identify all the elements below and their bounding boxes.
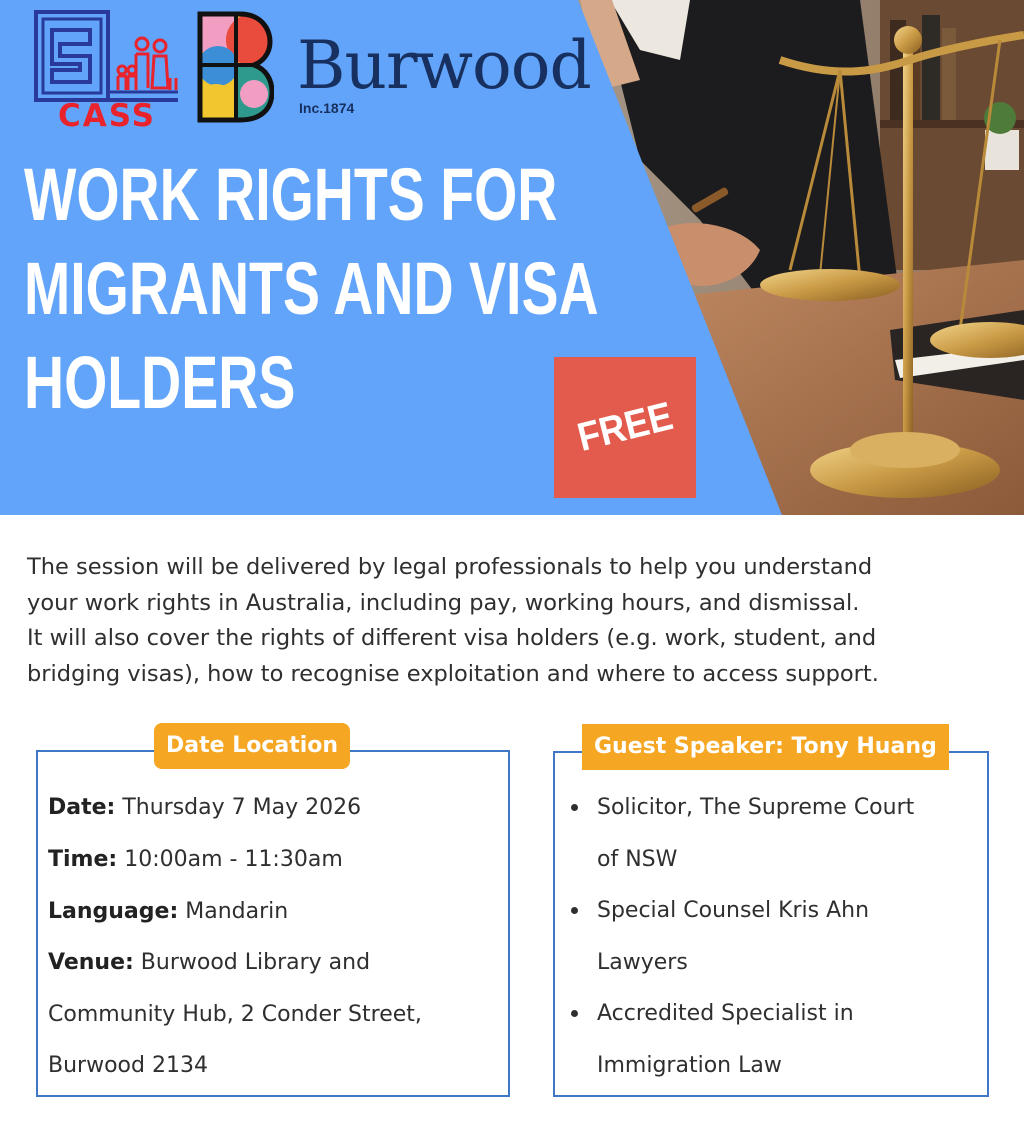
guest-speaker-heading: Guest Speaker: Tony Huang: [582, 724, 949, 770]
speaker-credential: [597, 988, 977, 1092]
venue-row: [48, 937, 370, 989]
free-badge: [554, 357, 696, 498]
title-line-2: MIGRANTS AND VISA: [24, 247, 599, 330]
credential-1-line-1: Solicitor, The Supreme Court: [597, 795, 915, 820]
venue-value-line-2: Community Hub, 2 Conder Street,: [48, 1002, 422, 1027]
credential-1-line-2: of NSW: [597, 847, 678, 872]
credential-3-line-2: Immigration Law: [597, 1053, 782, 1078]
burwood-logo-subtitle: Inc.1874: [299, 100, 355, 116]
burwood-logo-name: Burwood: [297, 27, 591, 104]
bullet-icon: [571, 907, 578, 914]
hero-banner: [0, 0, 1024, 515]
speaker-credential: [597, 782, 977, 886]
venue-label: Venue:: [48, 950, 134, 975]
free-badge-label: FREE: [572, 394, 677, 460]
language-row: [48, 886, 288, 938]
session-description: The session will be delivered by legal professionals to help you understand your work rights in Australia, including pay, working hours, and dismissal. It will also cover the rights of different visa holders (e.g. work, student, and bridging visas), how to recognise exploitation and where to access support.: [27, 554, 879, 687]
date-value: Thursday 7 May 2026: [122, 795, 362, 820]
venue-value-line-1: Burwood Library and: [140, 950, 371, 975]
burwood-b-logo-icon: [196, 10, 274, 124]
time-value: 10:00am - 11:30am: [124, 847, 343, 872]
language-label: Language:: [48, 899, 179, 924]
cass-logo-text: CASS: [57, 98, 156, 134]
bullet-icon: [571, 1010, 578, 1017]
time-label: Time:: [48, 847, 118, 872]
date-label: Date:: [48, 795, 116, 820]
time-row: [48, 834, 343, 886]
title-line-3: HOLDERS: [24, 341, 296, 424]
credential-3-line-1: Accredited Specialist in: [597, 1001, 854, 1026]
language-value: Mandarin: [185, 899, 289, 924]
event-details-heading: Date Location: [154, 723, 350, 769]
venue-value-line-3: Burwood 2134: [48, 1053, 208, 1078]
speaker-credential: [597, 885, 977, 989]
title-line-1: WORK RIGHTS FOR: [24, 153, 558, 236]
credential-2-line-2: Lawyers: [597, 950, 688, 975]
date-row: [48, 782, 361, 834]
credential-2-line-1: Special Counsel Kris Ahn: [597, 898, 870, 923]
bullet-icon: [571, 804, 578, 811]
